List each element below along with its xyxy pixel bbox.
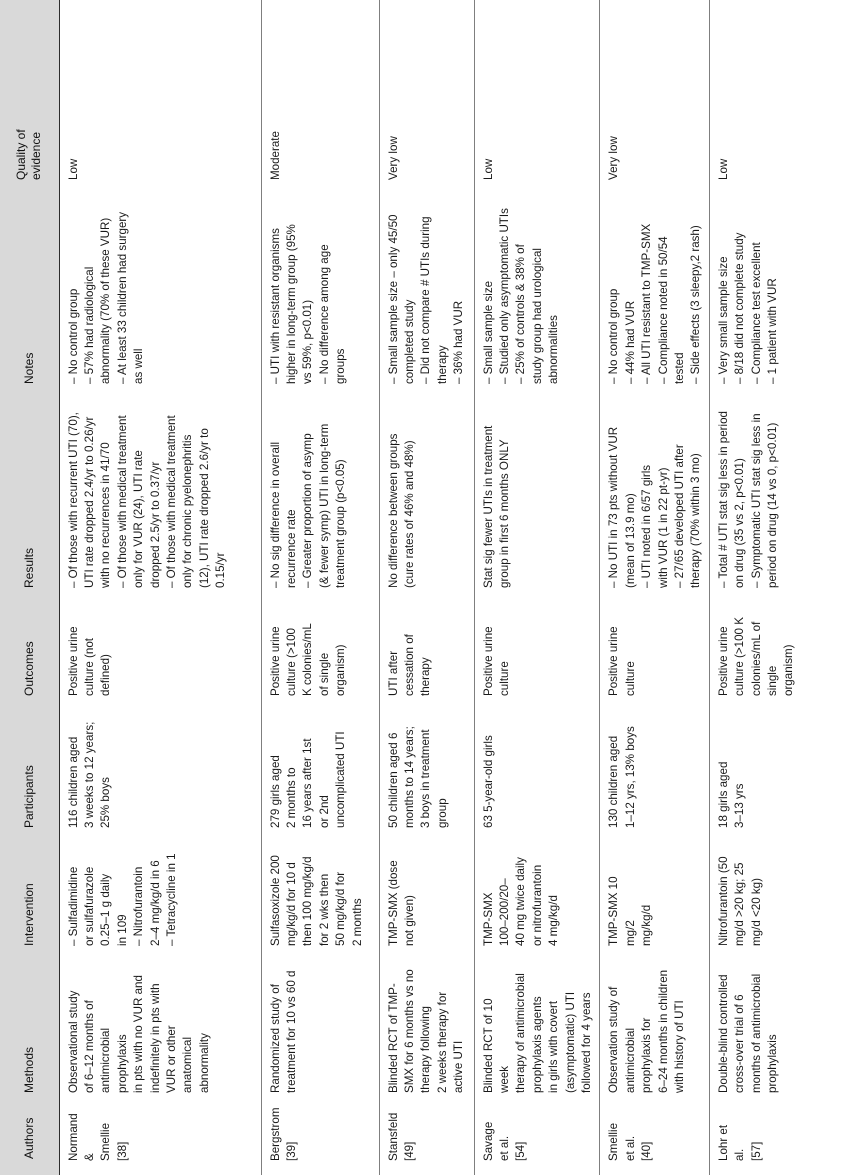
table-row	[261, 0, 379, 1175]
cell-line: Stansfeld	[386, 1112, 400, 1161]
cell-line: dropped 2.5/yr to 0.37/yr	[148, 461, 162, 588]
cell-line: mg/d >20 kg; 25	[733, 862, 747, 946]
cell-line: 2–4 mg/kg/d in 6	[148, 860, 162, 946]
cell-line: or 2nd	[317, 795, 331, 828]
cell-line: 279 girls aged	[268, 755, 282, 828]
cell-line: culture (>100	[284, 628, 298, 696]
cell-authors	[474, 1109, 600, 1175]
cell-line: 6–24 months in children	[656, 969, 670, 1093]
cell-line: treatment group (p<0.05)	[334, 459, 348, 588]
cell-line: Positive urine	[268, 626, 282, 696]
cell-line: – Did not compare # UTIs during	[419, 216, 433, 384]
cell-line: period on drug (14 vs 0, p<0.01)	[766, 422, 779, 588]
cell-line: – 36% had VUR	[452, 300, 466, 384]
cell-line: organism)	[334, 644, 348, 696]
cell-line: Randomized study of	[268, 984, 282, 1093]
cell-notes	[600, 196, 709, 400]
cell-participants	[59, 712, 261, 844]
cell-line: higher in long-term group (95%	[284, 224, 298, 384]
cell-line: mg/d <20 kg)	[749, 878, 763, 946]
cell-methods	[600, 962, 709, 1109]
cell-line: prophylaxis agents	[530, 996, 544, 1093]
cell-line: 50 mg/kg/d for	[334, 871, 348, 946]
cell-line: TMP-SMX	[481, 892, 495, 946]
cell-line: of single	[317, 652, 331, 696]
header-quality-line-2: evidence	[29, 131, 44, 180]
table-row	[59, 0, 261, 1175]
cell-line: only for VUR (24), UTI rate	[132, 450, 146, 588]
cell-line: 3–13 yrs	[733, 783, 747, 828]
cell-line: – No difference among age	[317, 244, 331, 384]
cell-line: 50 children aged 6	[386, 732, 400, 828]
cell-notes	[261, 196, 379, 400]
cell-line: Positive urine	[716, 626, 730, 696]
cell-line: in girls with covert	[547, 1000, 561, 1093]
cell-line: Positive urine	[481, 626, 495, 696]
cell-quality: Low	[59, 0, 261, 196]
cell-line: – No control group	[66, 288, 80, 384]
cell-line: recurrence rate	[284, 509, 298, 588]
cell-line: [39]	[284, 1141, 298, 1161]
cell-line: or sulfafurazole	[82, 866, 96, 946]
cell-line: – Side effects (3 sleepy,2 rash)	[689, 225, 703, 384]
header-results: Results	[0, 400, 59, 604]
cell-line: – UTI noted in 6/57 girls	[640, 464, 654, 588]
cell-line: – 1 patient with VUR	[766, 278, 779, 384]
cell-line: 2 weeks therapy for	[435, 991, 449, 1093]
cell-line: Lohr et al.	[716, 1124, 747, 1161]
cell-line: culture	[623, 661, 637, 696]
cell-line: antimicrobial prophylaxis	[99, 1027, 129, 1093]
cell-line: with no recurrences in 41/70	[99, 442, 113, 588]
cell-line: therapy following	[419, 1005, 433, 1093]
cell-outcomes	[261, 604, 379, 712]
cell-line: Normand &	[66, 1113, 96, 1161]
cell-line: (asymptomatic) UTI	[563, 991, 577, 1093]
cell-quality: Moderate	[261, 0, 379, 196]
cell-line: UTI after	[386, 650, 400, 696]
cell-line: – Of those with medical treatment	[164, 415, 178, 588]
cell-line: Stat sig fewer UTIs in treatment	[481, 425, 495, 588]
cell-results	[59, 400, 261, 604]
cell-line: Savage	[481, 1121, 495, 1161]
cell-line: et al. [40]	[623, 1135, 654, 1161]
cell-line: 3 weeks to 12 years;	[82, 721, 96, 828]
cell-line: for 2 wks then	[317, 873, 331, 946]
cell-line: 63 5-year-old girls	[481, 735, 495, 828]
cell-line: VUR or other anatomical	[164, 1025, 195, 1093]
cell-line: – UTI with resistant organisms	[268, 228, 282, 384]
cell-methods	[59, 962, 261, 1109]
cell-line: abnormalities	[547, 315, 561, 384]
cell-line: – No sig difference in overall	[268, 441, 282, 588]
cell-results	[709, 400, 850, 604]
cell-line: cross-over trial of 6	[733, 994, 747, 1093]
cell-line: et al. [54]	[497, 1135, 528, 1161]
cell-line: – Of those with recurrent UTI (70),	[66, 412, 80, 588]
cell-line: – Very small sample size	[716, 256, 730, 384]
cell-line: 0.25–1 g daily	[99, 873, 113, 946]
cell-line: No difference between groups	[386, 433, 400, 588]
cell-line: K colonies/mL	[301, 623, 315, 696]
cell-line: – Tetracycline in 1	[164, 853, 178, 946]
cell-line: active UTI	[452, 1040, 466, 1093]
cell-line: – At least 33 children had surgery	[115, 211, 129, 384]
cell-line: – No control group	[607, 288, 621, 384]
cell-line: in 109	[115, 914, 129, 946]
cell-line: not given)	[402, 895, 416, 946]
cell-line: – 57% had radiological	[82, 266, 96, 384]
cell-authors	[709, 1109, 850, 1175]
cell-line: Blinded RCT of TMP-	[386, 983, 400, 1093]
cell-line: Observational study	[66, 990, 80, 1093]
header-quality	[0, 0, 59, 196]
cell-quality: Very low	[600, 0, 709, 196]
cell-line: 3 boys in treatment	[419, 729, 433, 828]
cell-line: followed for 4 years	[579, 992, 593, 1093]
cell-line: abnormality	[197, 1033, 211, 1093]
cell-line: (cure rates of 46% and 48%)	[402, 440, 416, 588]
cell-authors	[261, 1109, 379, 1175]
cell-line: Positive urine	[607, 626, 621, 696]
table-row	[600, 0, 709, 1175]
cell-line: Double-blind controlled	[716, 974, 730, 1093]
cell-line: – 27/65 developed UTI after	[672, 444, 686, 588]
cell-line: – Greater proportion of asymp	[301, 433, 315, 588]
cell-authors	[379, 1109, 474, 1175]
cell-line: therapy of antimicrobial	[514, 973, 528, 1093]
cell-line: – Total # UTI stat sig less in period	[716, 411, 730, 588]
cell-line: only for chronic pyelonephritis	[181, 434, 195, 588]
cell-line: completed study	[402, 299, 416, 384]
header-quality-line-1: Quality of	[14, 129, 29, 180]
cell-methods	[709, 962, 850, 1109]
cell-outcomes	[59, 604, 261, 712]
cell-line: therapy	[435, 345, 449, 384]
cell-line: – Of those with medical treatment	[115, 415, 129, 588]
cell-line: [57]	[749, 1141, 763, 1161]
cell-line: abnormality (70% of these VUR)	[99, 217, 113, 384]
cell-line: months to 14 years;	[402, 726, 416, 828]
cell-line: – All UTI resistant to TMP-SMX	[640, 223, 654, 384]
cell-line: groups	[334, 348, 348, 384]
cell-line: 25% boys	[99, 777, 113, 828]
cell-line: Positive urine	[66, 626, 80, 696]
cell-line: culture (>100 K	[733, 617, 747, 696]
cell-line: Sulfasoxizole 200	[268, 855, 282, 946]
cell-line: Blinded RCT of 10 week	[481, 998, 511, 1093]
table-body	[59, 0, 850, 1175]
cell-line: or nitrofurantoin	[530, 864, 544, 946]
cell-intervention	[59, 844, 261, 962]
cell-line: therapy (70% within 3 mo)	[689, 453, 703, 588]
cell-line: antimicrobial	[623, 1027, 637, 1093]
cell-line: – Nitrofurantoin	[132, 866, 146, 946]
table-row	[474, 0, 600, 1175]
cell-line: prophylaxis	[766, 1034, 779, 1093]
cell-line: 18 girls aged	[716, 761, 730, 828]
cell-results	[261, 400, 379, 604]
table-row	[379, 0, 474, 1175]
cell-line: as well	[132, 348, 146, 384]
cell-line: mg/kg/d for 10 d	[284, 862, 298, 946]
cell-line: – Small sample size – only 45/50	[386, 214, 400, 384]
cell-line: UTI rate dropped 2.4/yr to 0.26/yr	[82, 416, 96, 588]
cell-line: study group had urological	[530, 248, 544, 384]
cell-line: mg/kg/d	[640, 904, 654, 946]
cell-line: 2 months to	[284, 767, 298, 828]
cell-line: Smellie [38]	[99, 1122, 129, 1161]
cell-line: with history of UTI	[672, 1000, 686, 1093]
cell-line: culture (not	[82, 638, 96, 696]
cell-line: Observation study of	[607, 986, 621, 1093]
cell-line: group in first 6 months ONLY	[497, 439, 511, 588]
header-notes: Notes	[0, 196, 59, 400]
cell-line: 40 mg twice daily	[514, 857, 528, 946]
cell-line: indefinitely in pts with	[148, 983, 162, 1093]
cell-line: TMP-SMX (dose	[386, 860, 400, 946]
cell-line: 0.15/yr	[214, 552, 228, 588]
header-outcomes: Outcomes	[0, 604, 59, 712]
cell-participants	[261, 712, 379, 844]
cell-line: – Compliance noted in 50/54	[656, 236, 670, 384]
cell-quality: Low	[474, 0, 600, 196]
cell-line: months of antimicrobial	[749, 973, 763, 1093]
cell-line: group	[435, 798, 449, 828]
header-participants: Participants	[0, 712, 59, 844]
cell-intervention	[474, 844, 600, 962]
cell-notes	[709, 196, 850, 400]
cell-line: (& fewer symp) UTI in long-term	[317, 423, 331, 588]
cell-authors	[600, 1109, 709, 1175]
cell-line: in pts with no VUR and	[132, 975, 146, 1093]
cell-methods	[261, 962, 379, 1109]
header-intervention: Intervention	[0, 844, 59, 962]
cell-line: prophylaxis for	[640, 1017, 654, 1093]
cell-line: single organism)	[766, 644, 796, 696]
cell-participants	[474, 712, 600, 844]
cell-line: – Compliance test excellent	[749, 242, 763, 384]
cell-results	[474, 400, 600, 604]
header-methods: Methods	[0, 962, 59, 1109]
table-header	[0, 0, 59, 1175]
cell-results	[379, 400, 474, 604]
cell-line: then 100 mg/kg/d	[301, 856, 315, 946]
cell-line: Bergstrom	[268, 1107, 282, 1161]
cell-results	[600, 400, 709, 604]
cell-line: 4 mg/kg/d	[547, 895, 561, 946]
cell-line: – Studied only asymptomatic UTIs	[497, 208, 511, 384]
cell-outcomes	[600, 604, 709, 712]
cell-line: Smellie	[607, 1122, 621, 1161]
cell-line: – 8/18 did not complete study	[733, 232, 747, 384]
cell-methods	[474, 962, 600, 1109]
cell-methods	[379, 962, 474, 1109]
cell-line: 116 children aged	[66, 736, 80, 828]
cell-outcomes	[474, 604, 600, 712]
cell-line: culture	[497, 661, 511, 696]
cell-intervention	[709, 844, 850, 962]
cell-line: – Sulfadimidine	[66, 866, 80, 946]
cell-line: colonies/mL of	[749, 621, 763, 696]
cell-line: 16 years after 1st	[301, 738, 315, 828]
cell-outcomes	[709, 604, 850, 712]
cell-line: with VUR (1 in 22 pt-yr)	[656, 467, 670, 588]
cell-line: – Small sample size	[481, 280, 495, 384]
header-row	[0, 0, 59, 1175]
cell-line: 100–200/20–	[497, 878, 511, 946]
cell-line: (12), UTI rate dropped 2.6/yr to	[197, 428, 211, 588]
cell-participants	[709, 712, 850, 844]
cell-participants	[379, 712, 474, 844]
cell-line: cessation of	[402, 634, 416, 696]
cell-line: therapy	[419, 657, 433, 696]
cell-notes	[474, 196, 600, 400]
cell-line: Nitrofurantoin (50	[716, 856, 730, 946]
cell-participants	[600, 712, 709, 844]
cell-line: uncomplicated UTI	[334, 731, 348, 828]
cell-line: 130 children aged	[607, 735, 621, 828]
cell-line: tested	[672, 352, 686, 384]
cell-quality: Very low	[379, 0, 474, 196]
cell-intervention	[600, 844, 709, 962]
cell-line: – 44% had VUR	[623, 300, 637, 384]
cell-line: vs 59%, p<0.01)	[301, 299, 315, 384]
cell-line: on drug (35 vs 2, p<0.01)	[733, 458, 747, 588]
cell-intervention	[379, 844, 474, 962]
cell-line: defined)	[99, 654, 113, 696]
header-authors: Authors	[0, 1109, 59, 1175]
cell-line: 2 months	[350, 898, 364, 946]
cell-intervention	[261, 844, 379, 962]
cell-line: of 6–12 months of	[82, 1000, 96, 1093]
cell-line: [49]	[402, 1141, 416, 1161]
cell-notes	[59, 196, 261, 400]
table-row	[709, 0, 850, 1175]
cell-line: 1–12 yrs, 13% boys	[623, 726, 637, 828]
cell-notes	[379, 196, 474, 400]
cell-line: – 25% of controls & 38% of	[514, 244, 528, 384]
cell-line: – No UTI in 73 pts without VUR	[607, 426, 621, 588]
cell-line: treatment for 10 vs 60 d	[284, 970, 298, 1093]
cell-authors	[59, 1109, 261, 1175]
cell-line: (mean of 13.9 mo)	[623, 493, 637, 588]
cell-line: TMP-SMX 10 mg/2	[607, 876, 637, 946]
cell-line: SMX for 6 months vs no	[402, 969, 416, 1093]
cell-line: – Symptomatic UTI stat sig less in	[749, 413, 763, 588]
cell-outcomes	[379, 604, 474, 712]
cell-quality: Low	[709, 0, 850, 196]
